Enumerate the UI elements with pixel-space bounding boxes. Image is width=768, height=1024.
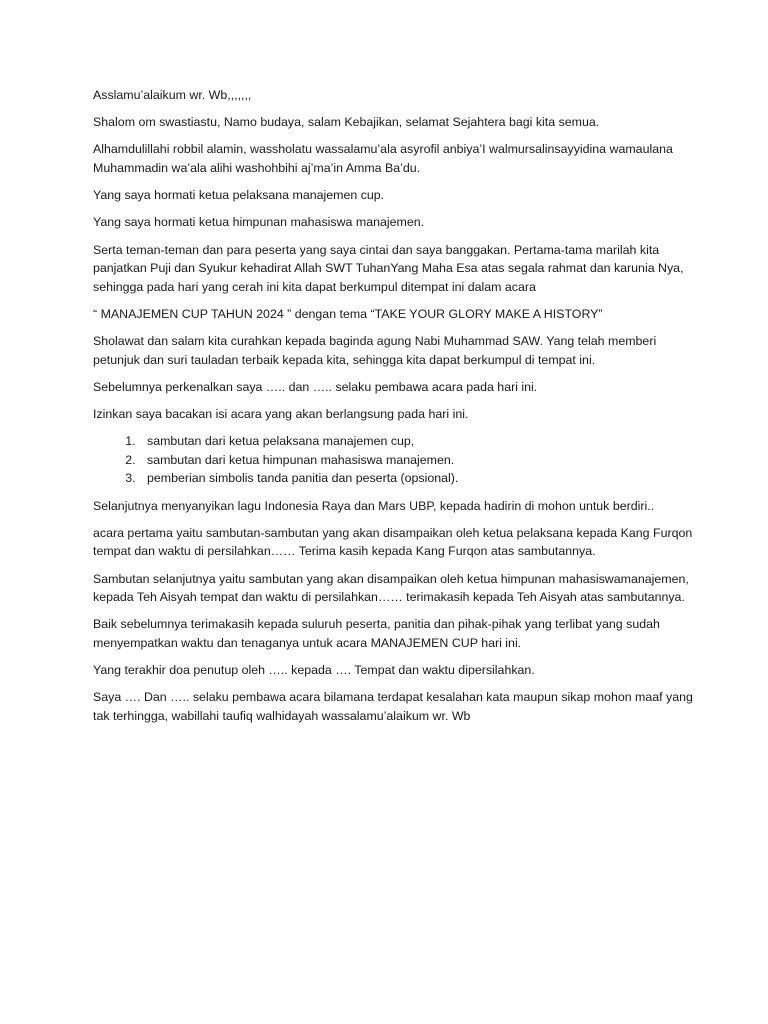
closing-paragraph: Saya …. Dan ….. selaku pembawa acara bilamana terdapat kesalahan kata maupun sikap mohon maaf yang tak terhingga, wabillahi taufiq walhidayah wassalamu’alaikum wr. Wb: [93, 690, 693, 723]
agenda-item: 2. sambutan dari ketua himpunan mahasiswa manajemen.: [139, 451, 693, 470]
second-speech-paragraph: Sambutan selanjutnya yaitu sambutan yang akan disampaikan oleh ketua himpunan mahasiswamanajemen, kepada Teh Aisyah tempat dan waktu di persilahkan…… terimakasih kepada Teh Aisyah atas sambutannya.: [93, 571, 689, 605]
honorific-paragraph: Yang saya hormati ketua himpunan mahasiswa manajemen.: [93, 215, 425, 230]
document-body: [93, 86, 693, 734]
agenda-item: 3. pemberian simbolis tanda panitia dan peserta (opsional).: [139, 469, 693, 488]
thanks-paragraph: Baik sebelumnya terimakasih kepada suluruh peserta, panitia dan pihak-pihak yang terlibat yang sudah menyempatkan waktu dan tenaganya untuk acara MANAJEMEN CUP hari ini.: [93, 617, 660, 650]
honorific-paragraph: Yang saya hormati ketua pelaksana manajemen cup.: [93, 188, 385, 203]
agenda-item: 1. sambutan dari ketua pelaksana manajemen cup,: [139, 432, 693, 451]
introduction-paragraph: Sebelumnya perkenalkan saya ….. dan ….. selaku pembawa acara pada hari ini.: [93, 379, 538, 394]
opening-prayer-paragraph: Alhamdulillahi robbil alamin, wassholatu wassalamu’ala asyrofil anbiya’I walmursalinsayyidina wamaulana Muhammadin wa’ala alihi washohbihi aj’ma’in Amma Ba’du.: [93, 142, 673, 175]
agenda-list: [93, 432, 693, 488]
agenda-intro-paragraph: Izinkan saya bacakan isi acara yang akan berlangsung pada hari ini.: [93, 407, 469, 422]
greeting-paragraph: Shalom om swastiastu, Namo budaya, salam Kebajikan, selamat Sejahtera bagi kita semua.: [93, 115, 600, 130]
closing-prayer-paragraph: Yang terakhir doa penutup oleh ….. kepada …. Tempat dan waktu dipersilahkan.: [93, 663, 535, 678]
salutation-paragraph: Asslamu’alaikum wr. Wb,,,,,,,: [93, 88, 252, 102]
gratitude-paragraph: Serta teman-teman dan para peserta yang saya cintai dan saya banggakan. Pertama-tama marilah kita panjatkan Puji dan Syukur kehadirat Allah SWT TuhanYang Maha Esa atas segala rahmat dan karunia Nya, sehingga pada hari yang cerah ini kita dapat berkumpul ditempat ini dalam acara: [93, 242, 684, 294]
anthem-paragraph: Selanjutnya menyanyikan lagu Indonesia Raya dan Mars UBP, kepada hadirin di mohon untuk berdiri..: [93, 498, 655, 513]
event-title-paragraph: “ MANAJEMEN CUP TAHUN 2024 ” dengan tema “TAKE YOUR GLORY MAKE A HISTORY”: [93, 306, 603, 321]
first-speech-paragraph: acara pertama yaitu sambutan-sambutan yang akan disampaikan oleh ketua pelaksana kepada Kang Furqon tempat dan waktu di persilahkan…… Terima kasih kepada Kang Furqon atas sambutannya.: [93, 525, 693, 559]
sholawat-paragraph: Sholawat dan salam kita curahkan kepada baginda agung Nabi Muhammad SAW. Yang telah memberi petunjuk dan suri tauladan terbaik kepada kita, sehingga kita dapat berkumpul di tempat ini.: [93, 334, 657, 367]
